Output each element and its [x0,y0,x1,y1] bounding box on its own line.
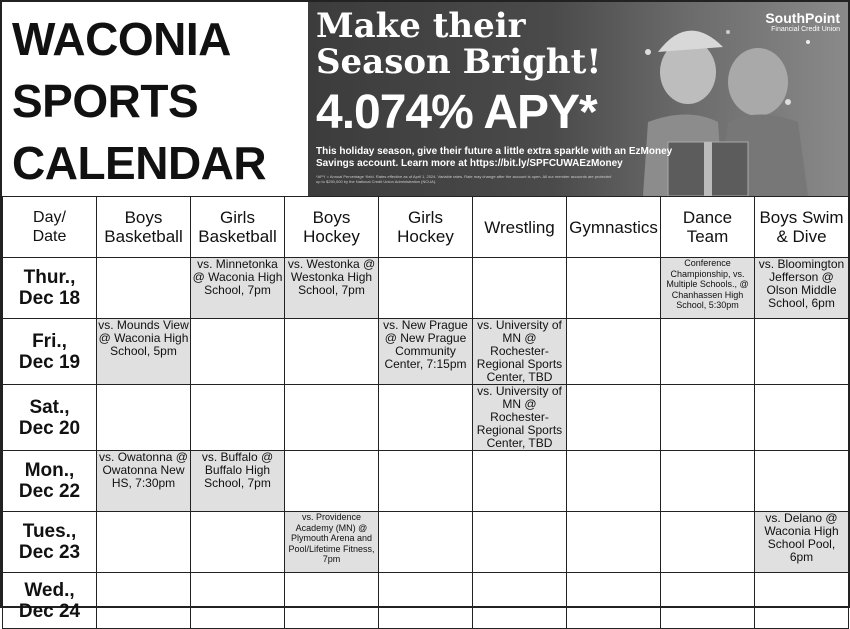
event-cell [379,385,473,451]
event-cell [661,512,755,573]
logo-subtitle: Financial Credit Union [771,26,840,33]
header-row [3,197,849,258]
day-date-cell [3,385,97,451]
event-cell [473,512,567,573]
event-cell [661,573,755,629]
event-cell: vs. New Prague @ New Prague Community Center, 7:15pm [379,319,473,385]
event-cell [191,319,285,385]
title-line-1: WACONIA [12,13,231,65]
event-cell [379,451,473,512]
event-cell [567,451,661,512]
header-girls-basketball: Girls Basketball [191,197,285,258]
date-label: Dec 23 [18,542,81,563]
event-cell [473,258,567,319]
day-date-cell [3,258,97,319]
day-date-cell [3,573,97,629]
schedule-row [3,319,849,385]
event-cell [97,573,191,629]
schedule-row [3,258,849,319]
header-dance-team: Dance Team [661,197,755,258]
ad-headline-line-1: Make their [316,6,526,46]
event-cell: Conference Championship, vs. Multiple Schools., @ Chanhassen High School, 5:30pm [661,258,755,319]
event-cell [379,573,473,629]
schedule-table [2,196,849,629]
day-date-cell [3,512,97,573]
schedule-row [3,385,849,451]
header-boys-hockey: Boys Hockey [285,197,379,258]
date-label: Dec 22 [18,481,81,502]
header-label: Day/ Date [32,209,67,245]
event-cell: vs. Bloomington Jefferson @ Olson Middle School, 6pm [755,258,849,319]
ad-fine-print: *APY = Annual Percentage Yield. Rates effective as of April 1, 2024. Variable rates. Rate may change after the account is open. All our member accounts are protected up to $250,000 by the National Credit Union Administration (NCUA). [316,174,612,184]
header-girls-hockey: Girls Hockey [379,197,473,258]
event-cell [191,385,285,451]
event-cell [567,385,661,451]
day-label: Tues., [22,521,77,542]
day-date-cell [3,451,97,512]
event-cell [661,319,755,385]
ad-body-text: This holiday season, give their future a little extra sparkle with an EzMoney Savings account. Learn more at https://bit.ly/SPFCUWAEzMoney [316,146,673,169]
header-wrestling: Wrestling [473,197,567,258]
event-cell: vs. Mounds View @ Waconia High School, 5pm [97,319,191,385]
event-cell [755,573,849,629]
header-boys-swim-dive: Boys Swim & Dive [755,197,849,258]
ad-headline [316,8,601,80]
logo-name: SouthPoint [765,10,840,26]
event-cell: vs. Delano @ Waconia High School Pool, 6pm [755,512,849,573]
schedule-row [3,451,849,512]
event-cell: vs. University of MN @ Rochester-Regional Sports Center, TBD [473,319,567,385]
schedule-body [3,258,849,629]
schedule-row [3,512,849,573]
title-line-2: SPORTS [12,75,199,127]
event-cell [379,512,473,573]
event-cell [755,319,849,385]
day-label: Fri., [32,330,67,352]
event-cell [285,385,379,451]
day-label: Mon., [24,460,75,481]
event-cell: vs. Minnetonka @ Waconia High School, 7pm [191,258,285,319]
event-cell: vs. Owatonna @ Owatonna New HS, 7:30pm [97,451,191,512]
date-label: Dec 19 [18,351,81,373]
date-label: Dec 20 [18,417,81,439]
event-cell [97,512,191,573]
event-cell [379,258,473,319]
event-cell [473,451,567,512]
title-line-3: CALENDAR [12,137,267,189]
event-cell [661,451,755,512]
header-day-date [3,197,97,258]
event-cell: vs. University of MN @ Rochester-Regional Sports Center, TBD [473,385,567,451]
day-label: Thur., [23,267,76,288]
event-cell [755,451,849,512]
header-boys-basketball: Boys Basketball [97,197,191,258]
credit-union-advertisement [308,2,848,196]
header-gymnastics: Gymnastics [567,197,661,258]
event-cell: vs. Providence Academy (MN) @ Plymouth Arena and Pool/Lifetime Fitness, 7pm [285,512,379,573]
event-cell [661,385,755,451]
southpoint-logo [765,10,840,33]
event-cell [567,512,661,573]
day-date-cell [3,319,97,385]
event-cell [567,319,661,385]
schedule-row [3,573,849,629]
event-cell [97,385,191,451]
event-cell [97,258,191,319]
event-cell [285,451,379,512]
ad-apy-rate: 4.074% APY* [316,86,597,139]
event-cell [191,573,285,629]
event-cell [285,573,379,629]
calendar-title [12,8,302,194]
event-cell: vs. Buffalo @ Buffalo High School, 7pm [191,451,285,512]
event-cell [567,258,661,319]
ad-headline-line-2: Season Bright! [316,42,602,82]
event-cell [191,512,285,573]
day-label: Sat., [29,396,70,418]
event-cell [755,385,849,451]
event-cell [285,319,379,385]
day-label: Wed., [24,579,75,601]
event-cell: vs. Westonka @ Westonka High School, 7pm [285,258,379,319]
event-cell [473,573,567,629]
date-label: Dec 18 [18,288,81,309]
date-label: Dec 24 [18,600,81,622]
event-cell [567,573,661,629]
